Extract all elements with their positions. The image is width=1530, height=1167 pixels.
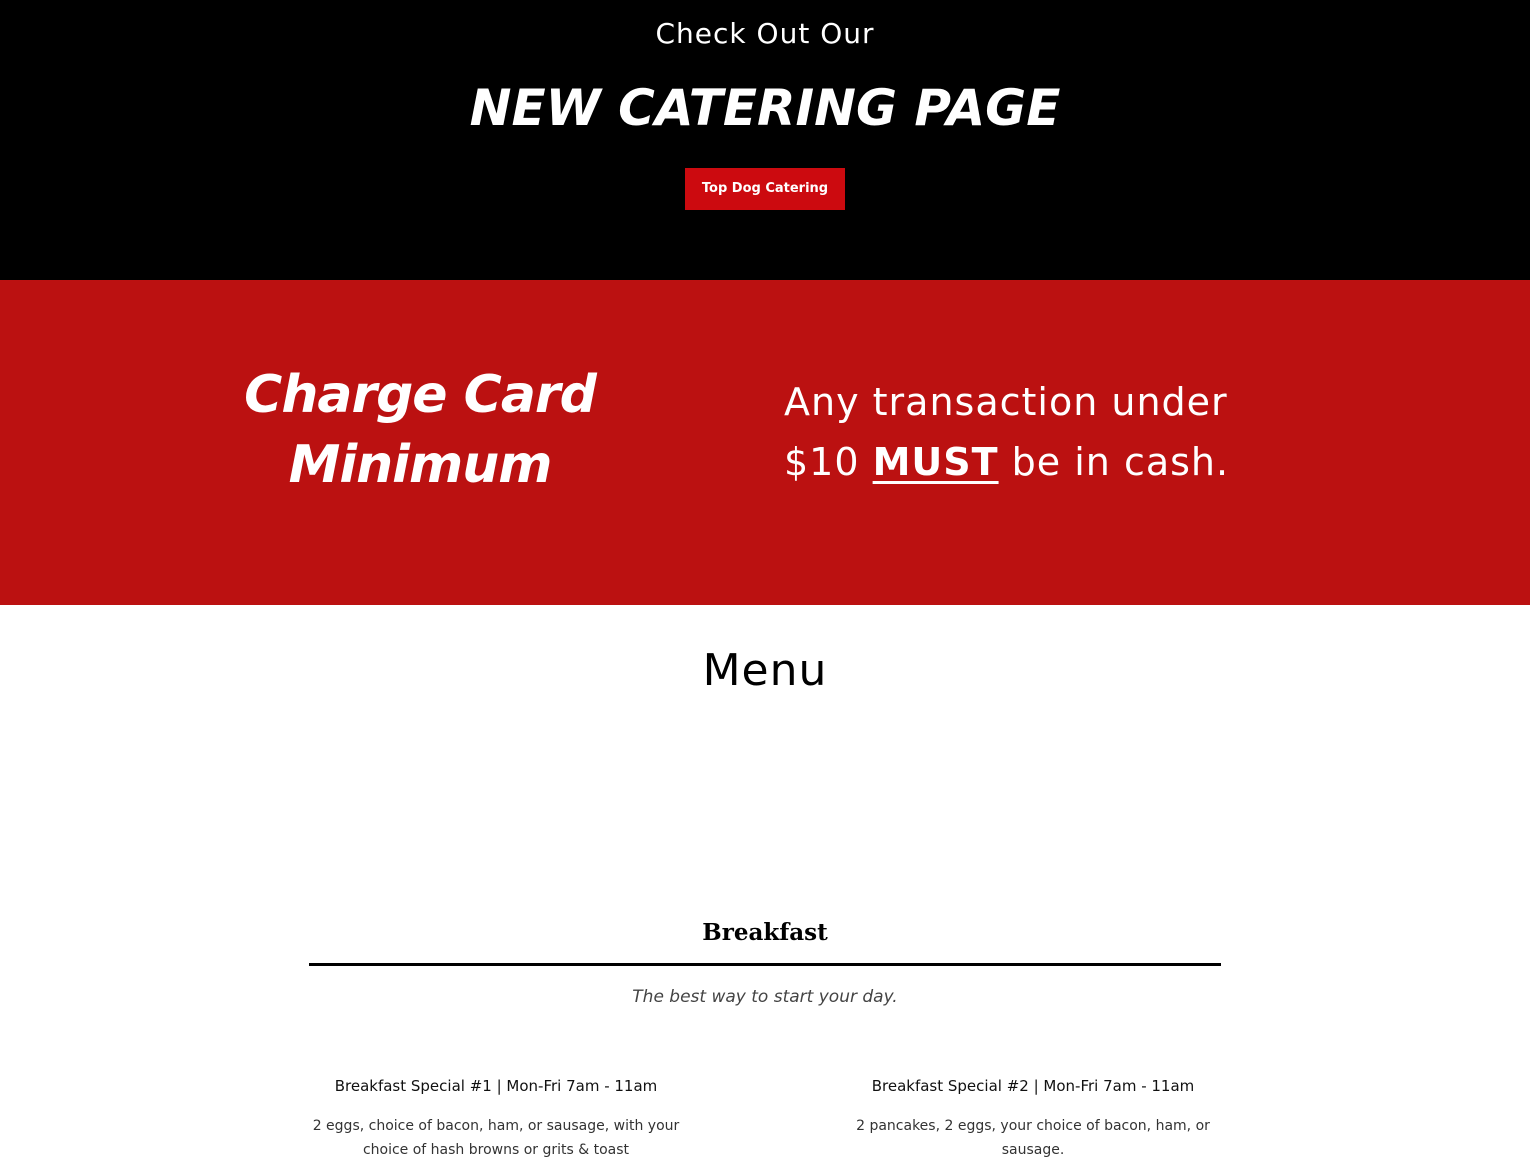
notice-text-line2 <box>784 432 1244 492</box>
notice-text-line1: Any transaction under <box>784 380 1228 424</box>
menu-title: Menu <box>702 645 828 696</box>
notice-emphasis: MUST <box>872 440 999 484</box>
section-divider <box>309 963 1221 966</box>
menu-item <box>311 1074 681 1162</box>
notice-heading-line1: Charge Card <box>244 365 596 425</box>
menu-item-name: Breakfast Special #1 | Mon-Fri 7am - 11am <box>334 1077 658 1095</box>
notice-heading-line2: Minimum <box>288 435 552 495</box>
section-tagline: The best way to start your day. <box>632 987 898 1007</box>
promo-title: NEW CATERING PAGE <box>469 79 1061 137</box>
catering-promo-banner <box>0 0 1530 280</box>
menu-item-description: 2 pancakes, 2 eggs, your choice of bacon, ham, or sausage. <box>856 1118 1210 1158</box>
menu-item <box>848 1074 1218 1162</box>
notice-amount: $10 <box>784 440 873 484</box>
charge-card-minimum-banner <box>0 280 1530 605</box>
menu-item-description: 2 eggs, choice of bacon, ham, or sausage, with your choice of hash browns or grits & toast <box>312 1118 680 1158</box>
top-dog-catering-button[interactable]: Top Dog Catering <box>685 168 845 210</box>
notice-text <box>784 372 1244 492</box>
notice-heading <box>200 360 640 500</box>
menu-item-name: Breakfast Special #2 | Mon-Fri 7am - 11am <box>871 1077 1195 1095</box>
section-title-breakfast: Breakfast <box>702 919 828 946</box>
notice-rest: be in cash. <box>998 440 1230 484</box>
promo-kicker: Check Out Our <box>655 17 875 50</box>
